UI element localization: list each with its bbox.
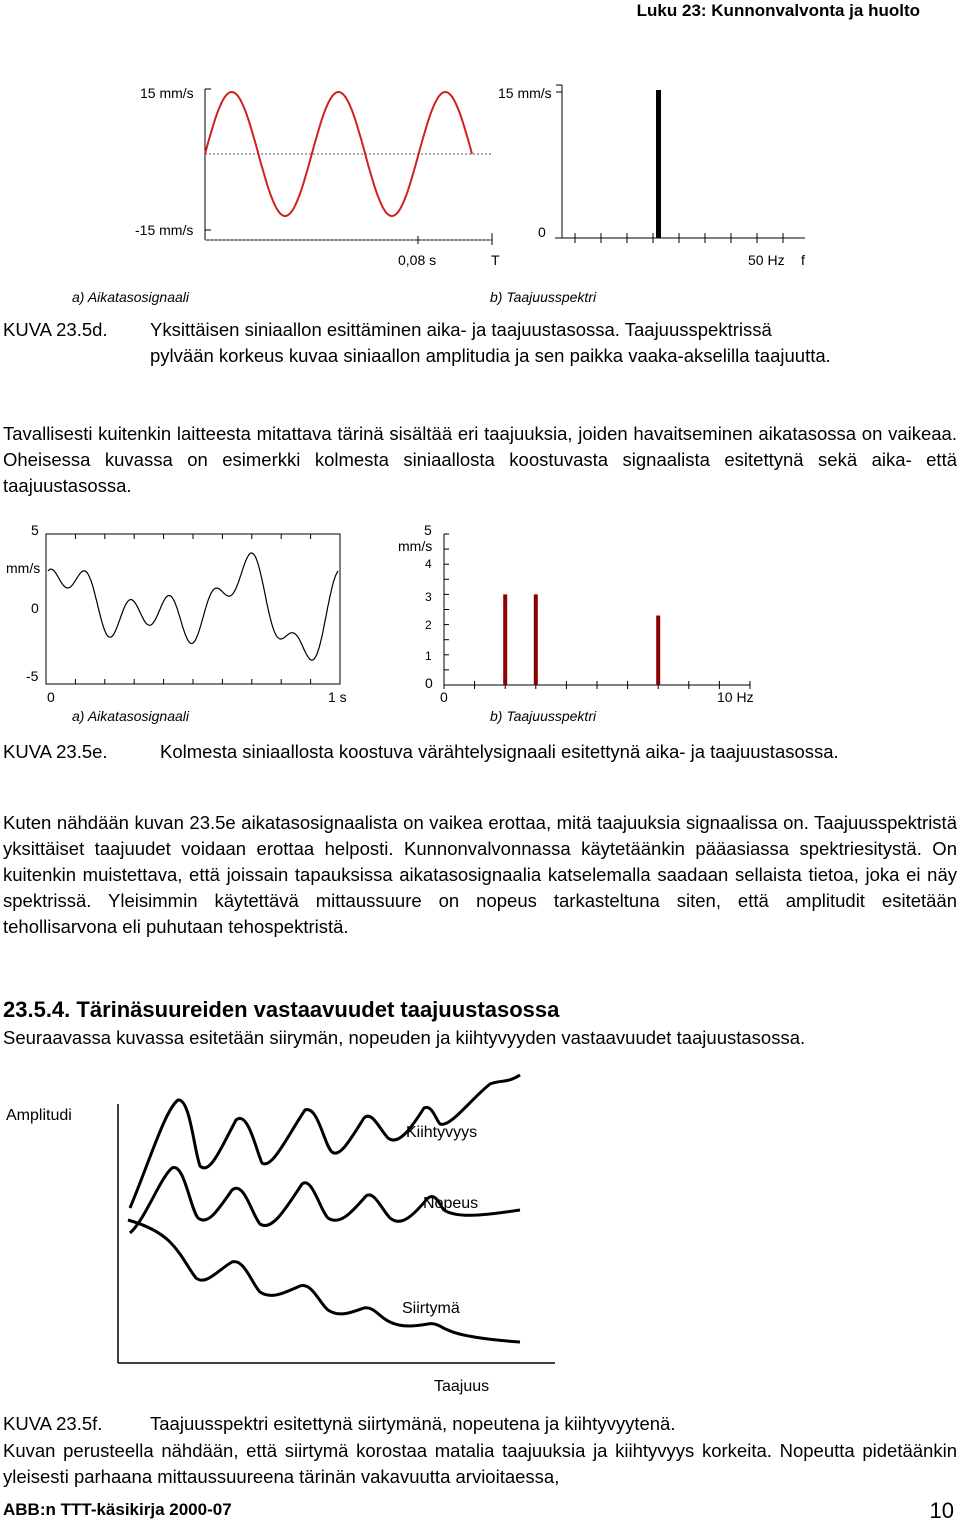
page-header: Luku 23: Kunnonvalvonta ja huolto	[636, 1, 920, 20]
fig-f-x-label: Taajuus	[434, 1378, 490, 1395]
fig-f-curve-displacement	[128, 1220, 520, 1342]
fig-d-right-chart	[555, 85, 805, 243]
fig-d-left-caption: a) Aikatasosignaali	[72, 289, 189, 305]
fig-f-label: KUVA 23.5f.	[3, 1413, 103, 1434]
fig-f-text: Taajuusspektri esitettynä siirtymänä, nopeutena ja kiihtyvyytenä.	[150, 1413, 676, 1434]
fig-e-left-x-1: 1 s	[328, 689, 347, 705]
fig-e-left-y-unit: mm/s	[6, 560, 41, 576]
fig-e-right-y-3: 3	[425, 590, 432, 604]
fig-e-right-x-10: 10 Hz	[717, 689, 754, 705]
fig-e-right-x-0: 0	[440, 689, 448, 705]
fig-e-left-y-5: 5	[31, 522, 39, 538]
fig-e-right-y-2: 2	[425, 618, 432, 632]
fig-e-right-y-4: 4	[425, 557, 432, 571]
paragraph-3: Seuraavassa kuvassa esitetään siirymän, nopeuden ja kiihtyvyyden vastaavuudet taajuustasossa.	[3, 1027, 806, 1048]
fig-f-label-acceleration: Kiihtyvyys	[406, 1124, 478, 1141]
fig-e-left-y-0: 0	[31, 600, 39, 616]
fig-d-right-x-mid: 50 Hz	[748, 252, 785, 268]
fig-e-left-chart	[46, 534, 340, 684]
footer-left: ABB:n TTT-käsikirja 2000-07	[3, 1500, 232, 1519]
page-number: 10	[929, 1498, 954, 1523]
fig-d-text-line1: Yksittäisen siniaallon esittäminen aika- ja taajuustasossa. Taajuusspektrissä	[150, 319, 772, 340]
fig-d-text-rest: pylvään korkeus kuvaa siniaallon amplitudia ja sen paikka vaaka-akselilla taajuutta.	[150, 345, 831, 366]
fig-d-left-x-mid: 0,08 s	[398, 252, 437, 268]
fig-f-label-displacement: Siirtymä	[402, 1300, 460, 1317]
fig-e-right-caption: b) Taajuusspektri	[490, 708, 597, 724]
fig-f-chart	[118, 1075, 555, 1363]
fig-f-label-velocity: Nopeus	[423, 1195, 479, 1212]
fig-e-spectrum-bar	[656, 616, 660, 685]
fig-e-spectrum-bar	[503, 594, 507, 685]
fig-d-left-chart	[205, 89, 492, 245]
fig-d-right-y-top: 15 mm/s	[498, 85, 552, 101]
fig-e-right-y-unit: mm/s	[398, 538, 433, 554]
fig-e-right-chart	[444, 534, 750, 689]
section-title: 23.5.4. Tärinäsuureiden vastaavuudet taajuustasossa	[3, 997, 560, 1022]
paragraph-1: Tavallisesti kuitenkin laitteesta mitattava tärinä sisältää eri taajuuksia, joiden havaitseminen aikatasossa on vaikeaa. Oheisessa kuvassa on esimerkki kolmesta siniaallosta koostuvasta signaalista esitettynä sekä aika- että taajuustasossa.	[3, 423, 957, 496]
fig-e-right-y-0: 0	[425, 675, 433, 691]
fig-d-spectrum-bar	[656, 90, 661, 238]
fig-d-left-y-top: 15 mm/s	[140, 85, 194, 101]
fig-e-right-y-1: 1	[425, 649, 432, 663]
fig-e-left-caption: a) Aikatasosignaali	[72, 708, 189, 724]
fig-e-text: Kolmesta siniaallosta koostuva värähtelysignaali esitettynä aika- ja taajuustasossa.	[160, 741, 839, 762]
fig-d-left-y-bottom: -15 mm/s	[135, 222, 194, 238]
fig-e-left-frame	[46, 534, 340, 684]
fig-e-right-y-5: 5	[424, 522, 432, 538]
fig-d-left-x-end: T	[491, 252, 500, 268]
fig-e-signal-wave	[48, 553, 338, 660]
fig-e-label: KUVA 23.5e.	[3, 741, 108, 762]
fig-d-right-caption: b) Taajuusspektri	[490, 289, 597, 305]
fig-f-y-label: Amplitudi	[6, 1107, 72, 1124]
fig-e-left-y-m5: -5	[26, 668, 39, 684]
fig-e-left-x-0: 0	[47, 689, 55, 705]
paragraph-4: Kuvan perusteella nähdään, että siirtymä korostaa matalia taajuuksia ja kiihtyvyys korkeita. Nopeutta pidetäänkin yleisesti parhaana mittaussuureena tärinän vakavuutta arvioitaessa,	[3, 1440, 957, 1487]
fig-d-right-x-end: f	[801, 252, 805, 268]
fig-e-spectrum-bar	[534, 594, 538, 685]
fig-d-right-y-zero: 0	[538, 224, 546, 240]
fig-d-label: KUVA 23.5d.	[3, 319, 108, 340]
paragraph-2: Kuten nähdään kuvan 23.5e aikatasosignaalista on vaikea erottaa, mitä taajuuksia signaalissa on. Taajuusspektristä yksittäiset taajuudet voidaan erottaa helposti. Kunnonvalvonnassa käytetäänkin pääasiassa spektriesitystä. On kuitenkin muistettava, että joissain tapauksissa aikatasosignaalia katselemalla saadaan sellaista tietoa, joka ei näy spektrissä. Yleisimmin käytettävä mittaussuure on nopeus tarkasteltuna siten, että amplitudit esitetään tehollisarvona eli puhutaan tehospektristä.	[3, 812, 957, 937]
